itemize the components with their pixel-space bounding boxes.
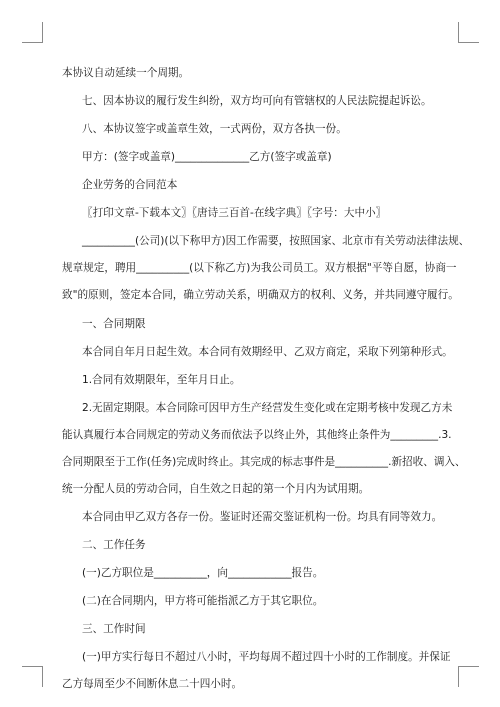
heading-contract-term: 一、合同期限: [82, 318, 146, 330]
term-fixed: 1.合同有效期限年，至年月日止。: [82, 374, 241, 386]
term-unfixed-line-1: 2.无固定期限。本合同除可因甲方生产经营发生变化或在定期考核中发现乙方未: [82, 402, 453, 414]
crop-mark-top-right: [458, 22, 479, 43]
hours-line-2: 乙方每周至少不间断休息二十四小时。: [62, 678, 243, 690]
signature-line: 甲方：(签字或盖章)______________乙方(签字或盖章): [82, 151, 332, 163]
crop-mark-bottom-left: [22, 666, 43, 687]
toolbar-links: 〖打印文章-下载本文〗〖唐诗三百首-在线字典〗〖字号：大中小〗: [82, 207, 387, 219]
task-reassignment: (二)在合同期内，甲方将可能指派乙方于其它职位。: [82, 595, 324, 607]
crop-mark-bottom-right: [458, 666, 479, 687]
intro-line-1: __________(公司)(以下称甲方)因工作需要，按照国家、北京市有关劳动法律法规、: [82, 235, 470, 247]
text-line-auto-renewal: 本协议自动延续一个周期。: [62, 67, 190, 79]
crop-mark-top-left: [22, 22, 43, 43]
section-title: 企业劳务的合同范本: [82, 179, 178, 191]
hours-line-1: (一)甲方实行每日不超过八小时，平均每周不超过四十小时的工作制度。并保证: [82, 651, 451, 663]
term-unfixed-line-2: 能认真履行本合同规定的劳动义务而依法予以终止外，其他终止条件为_________.3.: [62, 429, 452, 441]
intro-line-2: 规章规定，聘用__________(以下称乙方)为我公司员工。双方根据"平等自愿，协商一: [62, 262, 457, 274]
term-task-line-2: 统一分配人员的劳动合同，自生效之日起的第一个月内为试用期。: [62, 483, 370, 495]
copies-clause: 本合同由甲乙双方各存一份。鉴证时还需交鉴证机构一份。均具有同等效力。: [82, 511, 443, 523]
task-position: (一)乙方职位是__________，向____________报告。: [82, 567, 324, 579]
term-task-line-1: 合同期限至于工作(任务)完成时终止。其完成的标志事件是__________.新招收、调入、: [62, 456, 466, 468]
intro-line-3: 致"的原则，签定本合同，确立劳动关系，明确双方的权利、义务，并共同遵守履行。: [62, 289, 459, 301]
heading-working-hours: 三、工作时间: [82, 623, 146, 635]
term-effective: 本合同自年月日起生效。本合同有效期经甲、乙双方商定，采取下列第种形式。: [82, 346, 453, 358]
heading-work-tasks: 二、工作任务: [82, 539, 146, 551]
clause-8: 八、本协议签字或盖章生效，一式两份，双方各执一份。: [82, 123, 347, 135]
clause-7: 七、因本协议的履行发生纠纷，双方均可向有管辖权的人民法院提起诉讼。: [82, 95, 432, 107]
